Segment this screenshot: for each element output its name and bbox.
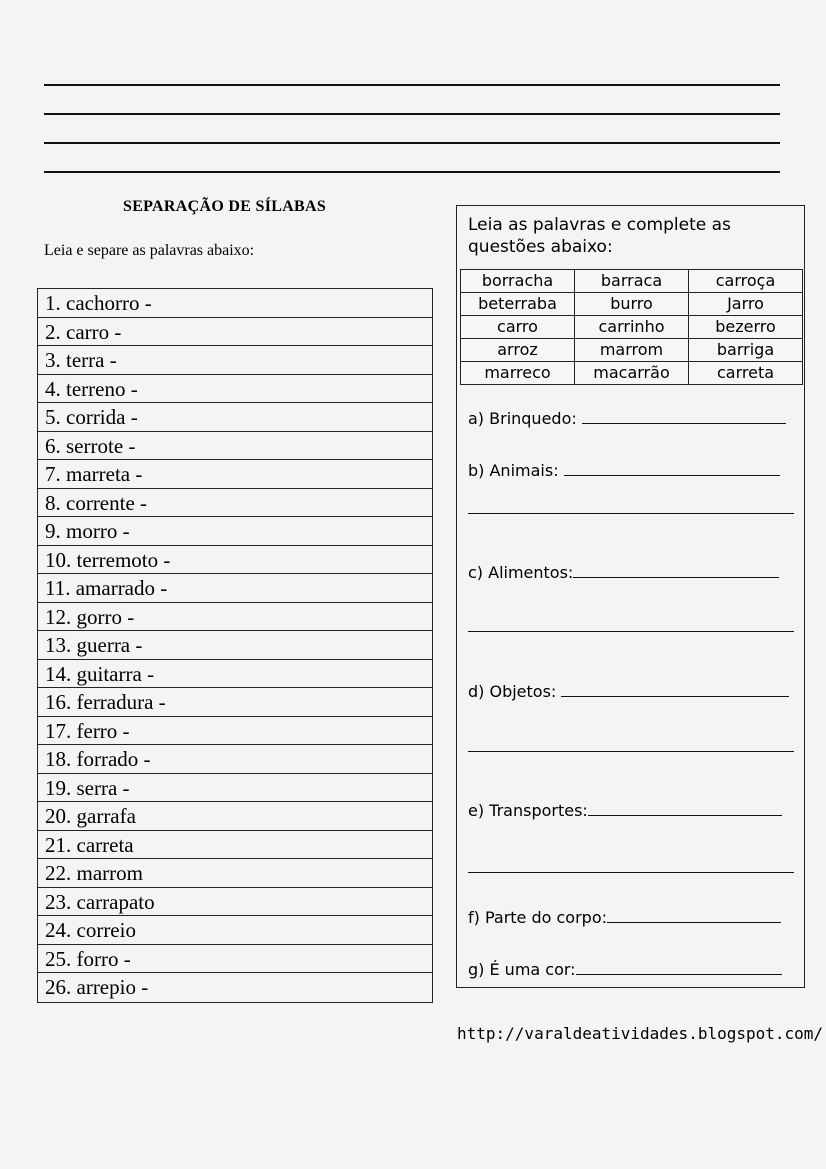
grid-cell: marrom [575,339,689,362]
grid-cell: bezerro [689,316,803,339]
grid-cell: marreco [461,362,575,385]
word-row[interactable]: 22. marrom [38,859,432,888]
grid-cell: carro [461,316,575,339]
instruction-text: Leia e separe as palavras abaixo: [44,242,255,259]
word-row[interactable]: 11. amarrado - [38,574,432,603]
question-g [468,960,782,979]
grid-cell: Jarro [689,293,803,316]
answer-blank[interactable] [564,461,780,476]
word-grid [460,269,803,385]
question-b [468,461,780,480]
answer-blank[interactable] [607,908,781,923]
answer-blank[interactable] [561,682,789,697]
answer-blank[interactable] [573,563,779,578]
word-row[interactable]: 25. forro - [38,945,432,974]
question-label: b) Animais: [468,461,559,480]
question-e [468,801,782,820]
word-row[interactable]: 23. carrapato [38,888,432,917]
answer-line[interactable] [468,631,794,632]
writing-line [44,113,780,115]
question-label: d) Objetos: [468,682,557,701]
question-label: e) Transportes: [468,801,588,820]
grid-row [461,362,803,385]
word-row[interactable]: 7. marreta - [38,460,432,489]
word-row[interactable]: 12. gorro - [38,603,432,632]
word-row[interactable]: 4. terreno - [38,375,432,404]
word-row[interactable]: 10. terremoto - [38,546,432,575]
writing-lines [44,60,780,200]
grid-cell: barriga [689,339,803,362]
question-label: g) É uma cor: [468,960,576,979]
writing-line [44,171,780,173]
question-d [468,682,789,701]
word-row[interactable]: 19. serra - [38,774,432,803]
question-label: c) Alimentos: [468,563,574,582]
word-row[interactable]: 16. ferradura - [38,688,432,717]
question-label: f) Parte do corpo: [468,908,608,927]
word-row[interactable]: 26. arrepio - [45,975,149,999]
grid-row [461,270,803,293]
writing-line [44,84,780,86]
source-url[interactable]: http://varaldeatividades.blogspot.com/ [457,1024,824,1043]
answer-line[interactable] [468,751,794,752]
word-row[interactable]: 3. terra - [38,346,432,375]
word-row[interactable]: 18. forrado - [38,745,432,774]
grid-row [461,293,803,316]
word-row[interactable]: 17. ferro - [38,717,432,746]
grid-cell: carrinho [575,316,689,339]
word-row[interactable]: 20. garrafa [38,802,432,831]
word-row[interactable]: 1. cachorro - [38,289,432,318]
grid-row [461,316,803,339]
answer-blank[interactable] [576,960,782,975]
grid-cell: borracha [461,270,575,293]
grid-cell: beterraba [461,293,575,316]
word-row[interactable]: 2. carro - [38,318,432,347]
word-row[interactable]: 9. morro - [38,517,432,546]
grid-cell: carreta [689,362,803,385]
grid-row [461,339,803,362]
grid-cell: carroça [689,270,803,293]
word-row[interactable]: 21. carreta [38,831,432,860]
question-f [468,908,781,927]
word-list-table [37,288,433,1003]
word-row[interactable]: 5. corrida - [38,403,432,432]
section-title: SEPARAÇÃO DE SÍLABAS [123,198,327,215]
question-label: a) Brinquedo: [468,409,577,428]
word-row[interactable]: 8. corrente - [38,489,432,518]
answer-line[interactable] [468,872,794,873]
grid-cell: burro [575,293,689,316]
answer-line[interactable] [468,513,794,514]
word-row[interactable]: 6. serrote - [38,432,432,461]
grid-cell: barraca [575,270,689,293]
question-c [468,563,779,582]
word-row[interactable]: 14. guitarra - [38,660,432,689]
answer-blank[interactable] [582,409,786,424]
answer-blank[interactable] [588,801,782,816]
grid-cell: macarrão [575,362,689,385]
writing-line [44,142,780,144]
word-row[interactable]: 13. guerra - [38,631,432,660]
exercise-intro: Leia as palavras e complete as questões abaixo: [468,215,731,257]
exercise-box [456,205,805,988]
question-a [468,409,786,428]
grid-cell: arroz [461,339,575,362]
word-row[interactable]: 24. correio [38,916,432,945]
